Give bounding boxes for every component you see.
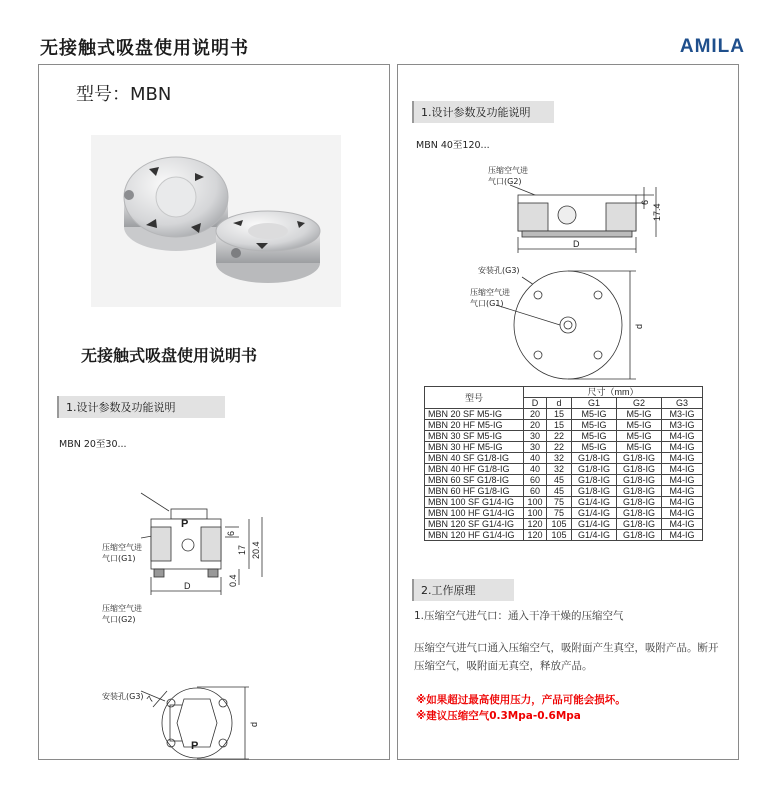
table-cell-value: G1/4-IG xyxy=(572,497,617,508)
table-cell-model: MBN 60 SF G1/8-IG xyxy=(425,475,524,486)
table-cell-value: G1/8-IG xyxy=(617,508,662,519)
model-label: 型号：MBN xyxy=(76,84,172,105)
table-cell-value: 75 xyxy=(547,508,572,519)
table-cell-value: M5-IG xyxy=(572,442,617,453)
table-row xyxy=(425,486,703,497)
principle-paragraph: 压缩空气进气口通入压缩空气，吸附面产生真空，吸附产品。断开压缩空气，吸附面无真空，释放产品。 xyxy=(414,642,719,672)
table-cell-value: G1/4-IG xyxy=(572,519,617,530)
table-cell-value: M4-IG xyxy=(662,475,703,486)
technical-drawing-large xyxy=(460,157,710,382)
table-cell-model: MBN 120 SF G1/4-IG xyxy=(425,519,524,530)
dim-d-right: d xyxy=(634,323,644,329)
table-cell-value: 20 xyxy=(524,420,547,431)
table-cell-value: M5-IG xyxy=(617,409,662,420)
table-cell-model: MBN 60 HF G1/8-IG xyxy=(425,486,524,497)
g1-label-line1: 压缩空气进 xyxy=(102,543,142,552)
spec-table xyxy=(424,386,703,541)
table-cell-value: G1/8-IG xyxy=(617,519,662,530)
product-photo-image xyxy=(91,135,341,307)
dim-17: 17 xyxy=(237,544,247,555)
table-row xyxy=(425,409,703,420)
table-cell-value: M4-IG xyxy=(662,442,703,453)
table-cell-value: 100 xyxy=(524,508,547,519)
table-cell-value: 30 xyxy=(524,431,547,442)
table-cell-value: 15 xyxy=(547,420,572,431)
table-cell-value: 120 xyxy=(524,519,547,530)
table-cell-value: M4-IG xyxy=(662,486,703,497)
table-cell-value: 75 xyxy=(547,497,572,508)
product-photo xyxy=(91,135,341,307)
table-cell-value: M4-IG xyxy=(662,431,703,442)
dim-20-4: 20.4 xyxy=(251,541,261,559)
brand-logo: AMILA xyxy=(679,36,745,57)
table-cell-value: M5-IG xyxy=(572,431,617,442)
table-cell-value: M5-IG xyxy=(572,420,617,431)
table-cell-value: 40 xyxy=(524,464,547,475)
table-cell-value: G1/8-IG xyxy=(617,475,662,486)
table-cell-model: MBN 20 SF M5-IG xyxy=(425,409,524,420)
table-cell-model: MBN 20 HF M5-IG xyxy=(425,420,524,431)
table-cell-value: G1/8-IG xyxy=(572,453,617,464)
table-cell-value: 32 xyxy=(547,464,572,475)
section-heading-principle: 2.工作原理 xyxy=(412,579,514,601)
col-G2: G2 xyxy=(617,398,662,409)
table-cell-model: MBN 40 SF G1/8-IG xyxy=(425,453,524,464)
g1-label-right-line1: 压缩空气进 xyxy=(470,288,510,297)
table-cell-value: M4-IG xyxy=(662,464,703,475)
dim-6: 6 xyxy=(226,530,236,536)
table-cell-value: G1/8-IG xyxy=(572,475,617,486)
warning-pressure: ※如果超过最高使用压力，产品可能会损坏。 xyxy=(416,694,626,706)
table-cell-value: 60 xyxy=(524,486,547,497)
dim-D: D xyxy=(184,581,191,591)
table-row xyxy=(425,420,703,431)
left-panel xyxy=(38,64,390,760)
table-cell-value: M5-IG xyxy=(572,409,617,420)
table-cell-value: M5-IG xyxy=(617,442,662,453)
g3-label-right: 安装孔(G3) xyxy=(478,266,520,275)
col-D: D xyxy=(524,398,547,409)
technical-drawing-small xyxy=(99,473,279,763)
dim-D-right: D xyxy=(573,239,580,249)
g2-label-line2: 气口(G2) xyxy=(102,615,136,624)
section-heading-design-right: 1.设计参数及功能说明 xyxy=(412,101,554,123)
range-label-small: MBN 20至30... xyxy=(59,439,127,450)
table-cell-model: MBN 30 HF M5-IG xyxy=(425,442,524,453)
table-cell-value: 105 xyxy=(547,519,572,530)
principle-line1: 1.压缩空气进气口：通入干净干燥的压缩空气 xyxy=(414,610,624,622)
table-cell-value: 15 xyxy=(547,409,572,420)
table-cell-value: 22 xyxy=(547,431,572,442)
section-heading-design: 1.设计参数及功能说明 xyxy=(57,396,225,418)
table-cell-model: MBN 120 HF G1/4-IG xyxy=(425,530,524,541)
warning-recommend: ※建议压缩空气0.3Mpa-0.6Mpa xyxy=(416,710,581,722)
p-mark-bottom: P xyxy=(191,740,199,752)
table-cell-value: M4-IG xyxy=(662,508,703,519)
table-cell-value: G1/8-IG xyxy=(572,486,617,497)
table-row xyxy=(425,431,703,442)
table-cell-value: M5-IG xyxy=(617,420,662,431)
table-cell-value: G1/8-IG xyxy=(572,464,617,475)
col-d: d xyxy=(547,398,572,409)
table-header-size: 尺寸（mm） xyxy=(524,387,703,398)
table-cell-value: 100 xyxy=(524,497,547,508)
table-cell-value: G1/8-IG xyxy=(617,530,662,541)
table-cell-value: 20 xyxy=(524,409,547,420)
g2-label-right-line1: 压缩空气进 xyxy=(488,166,528,175)
table-row xyxy=(425,464,703,475)
table-cell-value: 32 xyxy=(547,453,572,464)
table-row xyxy=(425,475,703,486)
dim-17-4: 17.4 xyxy=(652,203,662,221)
dim-6-right: 6 xyxy=(640,199,650,205)
table-row xyxy=(425,530,703,541)
dim-0-4: 0.4 xyxy=(228,574,238,587)
table-cell-value: G1/4-IG xyxy=(572,508,617,519)
g3-label: 安装孔(G3) xyxy=(102,692,144,701)
table-cell-value: M4-IG xyxy=(662,497,703,508)
table-cell-value: 40 xyxy=(524,453,547,464)
table-cell-value: 60 xyxy=(524,475,547,486)
table-cell-value: M4-IG xyxy=(662,453,703,464)
table-cell-value: 45 xyxy=(547,486,572,497)
g1-label-right-line2: 气口(G1) xyxy=(470,299,504,308)
g2-label-line1: 压缩空气进 xyxy=(102,604,142,613)
table-cell-value: 45 xyxy=(547,475,572,486)
right-panel xyxy=(397,64,739,760)
col-G3: G3 xyxy=(662,398,703,409)
table-row xyxy=(425,497,703,508)
table-cell-value: G1/8-IG xyxy=(617,464,662,475)
table-cell-value: M5-IG xyxy=(617,431,662,442)
table-cell-value: 30 xyxy=(524,442,547,453)
table-row xyxy=(425,453,703,464)
table-row xyxy=(425,442,703,453)
table-cell-value: 105 xyxy=(547,530,572,541)
table-cell-value: 120 xyxy=(524,530,547,541)
p-mark: P xyxy=(181,518,189,530)
table-row xyxy=(425,519,703,530)
table-cell-value: M4-IG xyxy=(662,519,703,530)
table-cell-value: 22 xyxy=(547,442,572,453)
table-cell-value: M4-IG xyxy=(662,530,703,541)
table-cell-model: MBN 100 SF G1/4-IG xyxy=(425,497,524,508)
table-header-model: 型号 xyxy=(425,387,524,409)
dim-7: 7 xyxy=(144,694,156,705)
table-cell-model: MBN 100 HF G1/4-IG xyxy=(425,508,524,519)
document-title: 无接触式吸盘使用说明书 xyxy=(40,38,249,59)
dim-d: d xyxy=(249,721,259,727)
table-cell-model: MBN 30 SF M5-IG xyxy=(425,431,524,442)
table-cell-value: G1/4-IG xyxy=(572,530,617,541)
table-cell-model: MBN 40 HF G1/8-IG xyxy=(425,464,524,475)
range-label-large: MBN 40至120... xyxy=(416,140,490,151)
table-row xyxy=(425,508,703,519)
table-cell-value: G1/8-IG xyxy=(617,453,662,464)
table-cell-value: M3-IG xyxy=(662,409,703,420)
g1-label-line2: 气口(G1) xyxy=(102,554,136,563)
col-G1: G1 xyxy=(572,398,617,409)
g2-label-right-line2: 气口(G2) xyxy=(488,177,522,186)
table-cell-value: M3-IG xyxy=(662,420,703,431)
table-cell-value: G1/8-IG xyxy=(617,497,662,508)
table-cell-value: G1/8-IG xyxy=(617,486,662,497)
manual-subtitle: 无接触式吸盘使用说明书 xyxy=(81,346,258,365)
